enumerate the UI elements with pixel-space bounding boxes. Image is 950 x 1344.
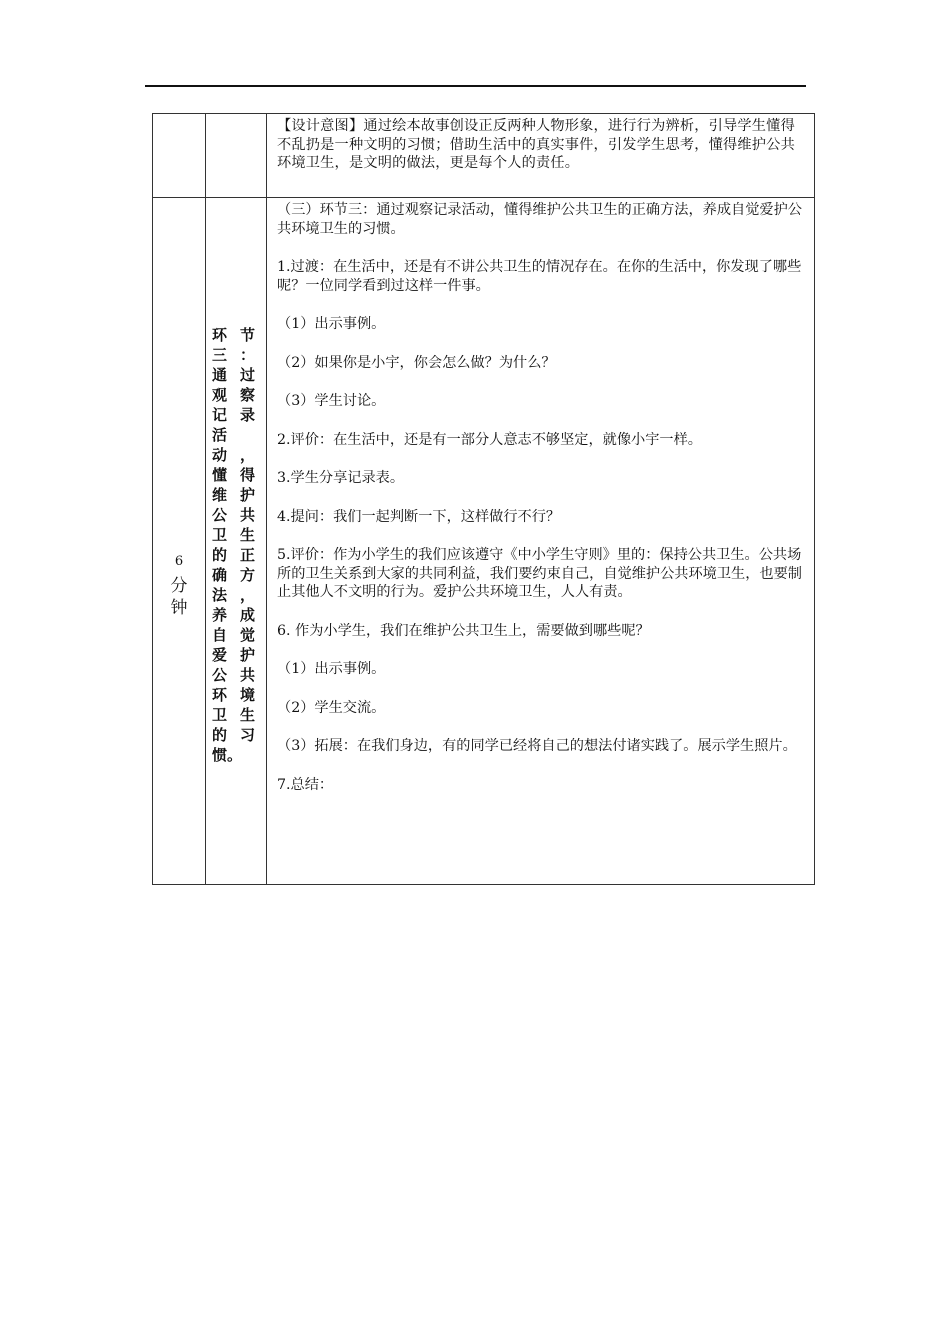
stage-title-char: 爱: [212, 646, 228, 664]
stage-title-char: 的: [212, 726, 228, 744]
activity-paragraph: 1.过渡：在生活中，还是有不讲公共卫生的情况存在。在你的生活中，你发现了哪些呢？一位同学看到过这样一件事。: [277, 259, 802, 294]
activity-paragraph: 7.总结：: [277, 776, 334, 793]
stage-cell-empty: [206, 114, 267, 198]
activity-paragraph: 3.学生分享记录表。: [277, 470, 405, 486]
stage-title-char: 维: [212, 486, 228, 504]
stage-title-char: 养: [212, 606, 228, 624]
stage-title-char: 得: [240, 466, 256, 484]
stage-title-char: 共: [240, 506, 256, 524]
stage-title-char: 护: [240, 486, 256, 504]
activity-paragraph: （2）如果你是小宇，你会怎么做？为什么？: [277, 354, 556, 371]
stage-title-char: 成: [240, 606, 256, 624]
activity-paragraph: 2.评价：在生活中，还是有一部分人意志不够坚定，就像小宇一样。: [277, 431, 702, 448]
stage-title-char: 环: [212, 326, 228, 344]
time-unit-zhong: 钟: [170, 597, 188, 618]
activity-paragraph: （3）拓展：在我们身边，有的同学已经将自己的想法付诸实践了。展示学生照片。: [277, 738, 797, 754]
stage-title-char: 方: [240, 566, 256, 584]
stage-title-cell: [206, 198, 267, 885]
activity-paragraph: （2）学生交流。: [277, 699, 386, 716]
table-row-design-intent: [153, 114, 815, 198]
activity-paragraph: （1）出示事例。: [277, 661, 386, 677]
stage-title-char: 公: [212, 506, 228, 524]
stage-title-char: [240, 425, 260, 445]
stage-title-char: 境: [240, 686, 256, 704]
stage-title-char: 环: [212, 686, 228, 704]
content-cell-activities: [267, 198, 815, 885]
stage-title-char: 习: [240, 726, 256, 744]
design-intent-text: 【设计意图】通过绘本故事创设正反两种人物形象，进行行为辨析，引导学生懂得不乱扔是一种文明的习惯；借助生活中的真实事件，引发学生思考，懂得维护公共环境卫生，是文明的做法，更是每个人的责任。: [277, 118, 795, 171]
stage-title-char: 通: [212, 366, 228, 384]
table-row-stage-three: [153, 198, 815, 885]
stage-title-char: ，: [240, 446, 256, 464]
content-cell-design-intent: [267, 114, 815, 198]
stage-title-char: 节: [240, 326, 256, 344]
stage-title-char: 法: [212, 586, 228, 604]
stage-title-char: 觉: [240, 626, 256, 644]
stage-title-char: 的: [212, 546, 228, 564]
stage-title-char: 记: [212, 406, 228, 424]
header-rule: [145, 85, 806, 87]
stage-title-char: 惯。: [212, 746, 243, 764]
stage-title-char: 正: [240, 546, 256, 564]
time-cell: [153, 198, 206, 885]
stage-title-char: 护: [240, 646, 256, 664]
stage-title-char: 公: [212, 666, 228, 684]
lesson-plan-table: [152, 113, 815, 885]
stage-title-char: 生: [240, 706, 256, 724]
stage-title-char: 三: [212, 346, 228, 364]
activity-paragraph: 5.评价：作为小学生的我们应该遵守《中小学生守则》里的：保持公共卫生。公共场所的卫生关系到大家的共同利益，我们要约束自己，自觉维护公共环境卫生，也要制止其他人不文明的行为。爱护公共环境卫生，人人有责。: [277, 547, 802, 600]
stage-title-char: ：: [240, 346, 256, 364]
activity-paragraph: （3）学生讨论。: [277, 393, 386, 409]
stage-title: [206, 317, 266, 765]
activity-paragraph: （三）环节三：通过观察记录活动，懂得维护公共卫生的正确方法，养成自觉爱护公共环境卫生的习惯。: [277, 202, 802, 237]
stage-title-char: 生: [240, 526, 256, 544]
stage-title-char: 过: [240, 366, 256, 384]
stage-title-char: 观: [212, 386, 228, 404]
stage-title-char: 懂: [212, 466, 228, 484]
stage-title-char: [240, 745, 260, 765]
stage-title-char: 共: [240, 666, 256, 684]
activity-paragraph: 6. 作为小学生，我们在维护公共卫生上，需要做到哪些呢？: [277, 622, 650, 639]
activity-paragraph: （1）出示事例。: [277, 316, 386, 332]
stage-title-char: 自: [212, 626, 228, 644]
time-number: 6: [174, 553, 184, 569]
stage-title-char: 确: [212, 566, 228, 584]
stage-title-char: 录: [240, 406, 256, 424]
stage-title-char: 卫: [212, 526, 228, 544]
activity-paragraph: 4.提问：我们一起判断一下，这样做行不行？: [277, 508, 561, 525]
stage-title-char: 活: [212, 426, 228, 444]
stage-title-char: 动: [212, 446, 228, 464]
stage-title-char: 卫: [212, 706, 228, 724]
stage-title-char: 察: [240, 386, 256, 404]
time-cell-empty: [153, 114, 206, 198]
stage-title-char: ，: [240, 586, 256, 604]
time-unit-fen: 分: [170, 575, 188, 596]
